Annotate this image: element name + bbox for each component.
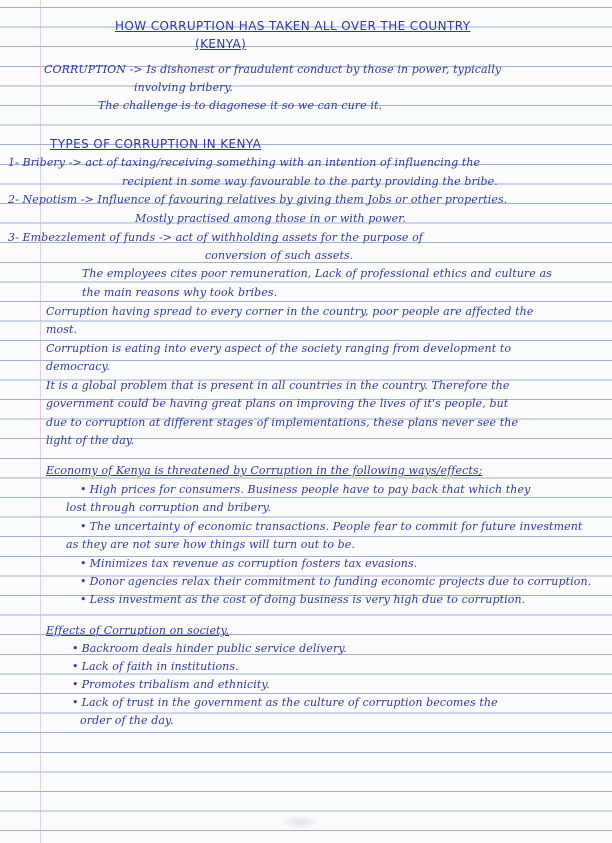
economy-bullet-5: • Less investment as the cost of doing business is very high due to corruption.	[80, 592, 525, 608]
embezzlement-line-1: 3- Embezzlement of funds -> act of withholding assets for the purpose of	[8, 231, 423, 244]
eating-line-1: Corruption is eating into every aspect of the society ranging from development to	[46, 342, 512, 355]
types-heading: TYPES OF CORRUPTION IN KENYA	[50, 137, 262, 151]
pencil-smudge	[280, 815, 320, 829]
definition-line-2: involving bribery.	[134, 81, 233, 94]
global-line-4: light of the day.	[46, 434, 135, 447]
economy-bullet-1-cont: lost through corruption and bribery.	[66, 501, 272, 514]
global-line-1: It is a global problem that is present in all countries in the country. Therefore the	[46, 379, 510, 392]
economy-heading: Economy of Kenya is threatened by Corruption in the following ways/effects;	[46, 464, 483, 477]
economy-bullet-2: • The uncertainty of economic transactions. People fear to commit for future investment	[80, 519, 582, 535]
effects-bullet-4: • Lack of trust in the government as the culture of corruption becomes the	[72, 695, 498, 711]
effects-bullet-3: • Promotes tribalism and ethnicity.	[72, 677, 270, 693]
bribery-line-2: recipient in some way favourable to the party providing the bribe.	[122, 175, 498, 188]
nepotism-line-2: Mostly practised among those in or with power.	[135, 212, 406, 225]
economy-bullet-3: • Minimizes tax revenue as corruption fosters tax evasions.	[80, 556, 417, 572]
global-line-3: due to corruption at different stages of implementations, these plans never see the	[46, 416, 519, 429]
effects-bullet-1: • Backroom deals hinder public service delivery.	[72, 641, 347, 657]
effects-bullet-4-cont: order of the day.	[80, 714, 174, 727]
nepotism-line-1: 2- Nepotism -> Influence of favouring relatives by giving them Jobs or other properties.	[8, 193, 508, 206]
economy-bullet-2-cont: as they are not sure how things will turn out to be.	[66, 538, 355, 551]
effects-heading: Effects of Corruption on society.	[46, 624, 230, 637]
bribery-line-1: 1- Bribery -> act of taxing/receiving something with an intention of influencing the	[8, 156, 481, 169]
definition-line-1: CORRUPTION -> Is dishonest or fraudulent conduct by those in power, typically	[44, 63, 502, 76]
employees-line-2: the main reasons why took bribes.	[82, 286, 278, 299]
spread-line-1: Corruption having spread to every corner in the country, poor people are affected the	[46, 305, 534, 318]
embezzlement-line-2: conversion of such assets.	[205, 249, 354, 262]
spread-line-2: most.	[46, 323, 78, 336]
effects-bullet-2: • Lack of faith in institutions.	[72, 659, 239, 675]
economy-bullet-4: • Donor agencies relax their commitment to funding economic projects due to corruption.	[80, 574, 591, 590]
employees-line-1: The employees cites poor remuneration, Lack of professional ethics and culture as	[82, 267, 552, 280]
margin-line	[40, 0, 41, 843]
definition-line-3: The challenge is to diagonese it so we can cure it.	[98, 99, 383, 112]
page-title: HOW CORRUPTION HAS TAKEN ALL OVER THE COUNTRY	[115, 19, 471, 33]
eating-line-2: democracy.	[46, 360, 110, 373]
economy-bullet-1: • High prices for consumers. Business people have to pay back that which they	[80, 482, 530, 498]
page-subtitle: (KENYA)	[195, 37, 247, 51]
global-line-2: government could be having great plans on improving the lives of it's people, but	[46, 397, 509, 410]
